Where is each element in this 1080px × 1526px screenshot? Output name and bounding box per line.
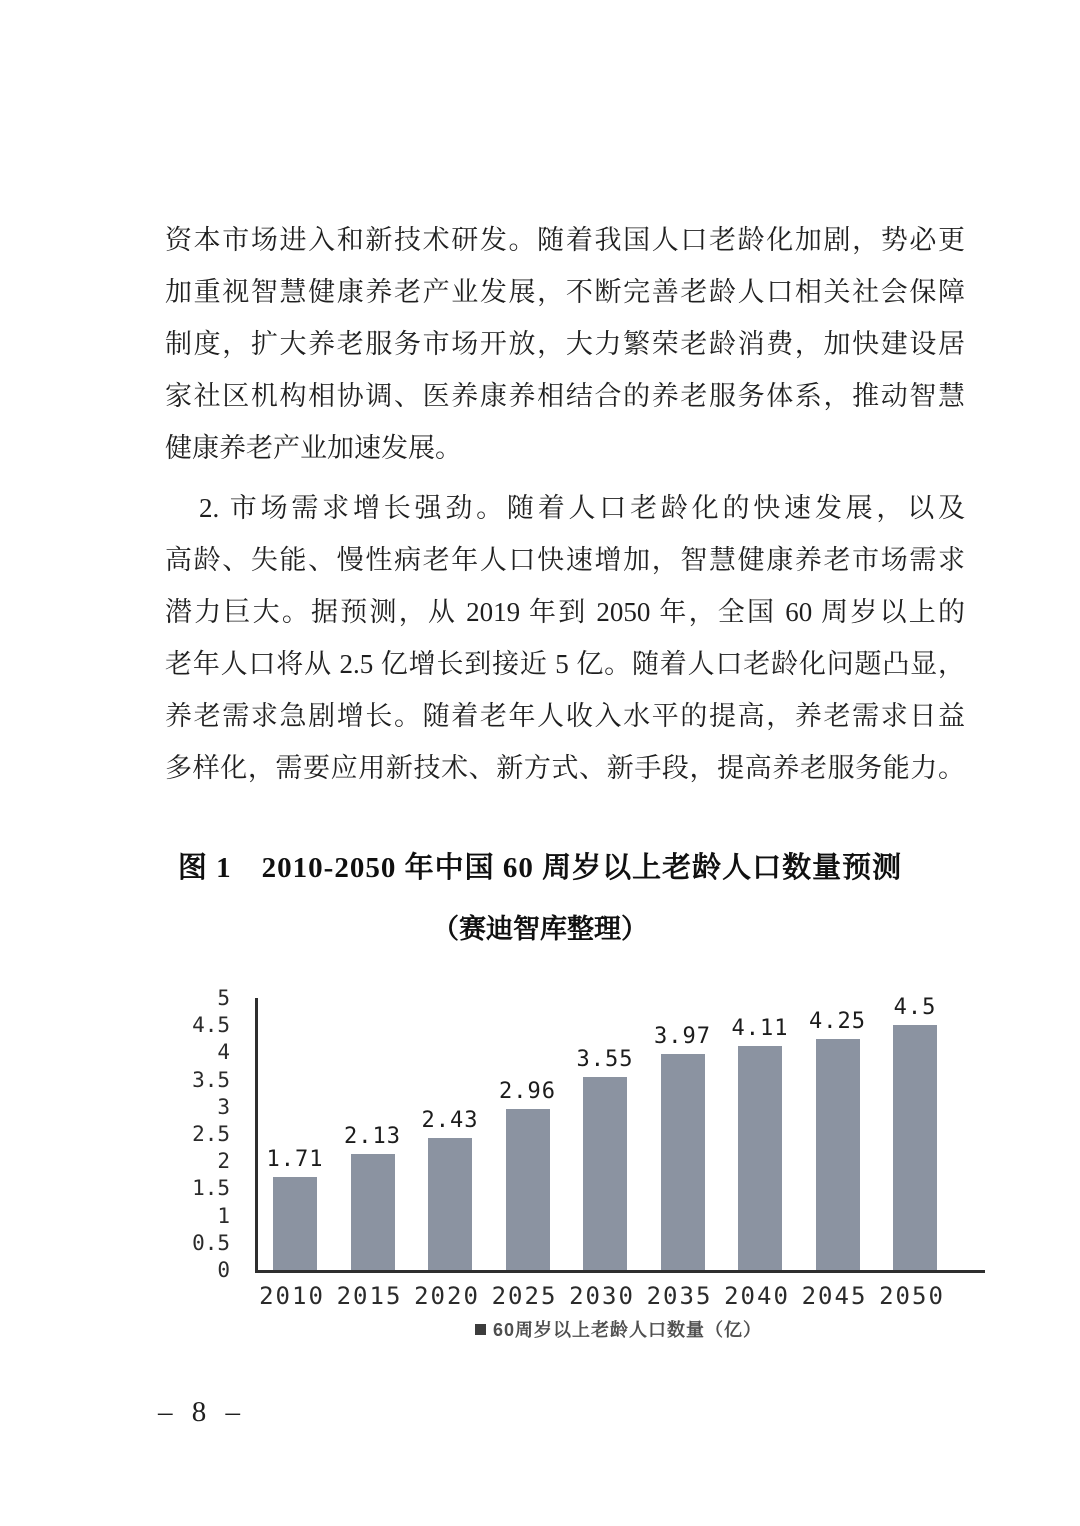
page-number: – 8 – <box>158 1396 246 1428</box>
body-text-line: 资本市场进入和新技术研发。随着我国人口老龄化加剧，势必更 <box>165 225 965 255</box>
bar-value-label: 2.43 <box>421 1107 479 1133</box>
bar <box>583 1077 627 1270</box>
bar-value-label: 1.71 <box>266 1146 324 1172</box>
y-axis-labels <box>170 986 238 1282</box>
body-text-line: 潜力巨大。据预测，从 2019 年到 2050 年，全国 60 周岁以上的 <box>165 597 965 627</box>
x-axis-tick-label: 2010 <box>259 1282 325 1310</box>
y-axis-tick-label: 4 <box>217 1040 230 1065</box>
legend-square-icon <box>475 1324 486 1335</box>
y-axis-tick-label: 3.5 <box>192 1067 230 1092</box>
x-axis-tick-label: 2030 <box>569 1282 635 1310</box>
bar <box>816 1039 860 1270</box>
body-text-line: 家社区机构相协调、医养康养相结合的养老服务体系，推动智慧 <box>165 381 965 411</box>
bar-value-label: 3.97 <box>654 1024 711 1050</box>
x-axis-tick-label: 2025 <box>491 1282 558 1310</box>
body-text-line: 老年人口将从 2.5 亿增长到接近 5 亿。随着人口老龄化问题凸显， <box>165 649 965 679</box>
chart-plot-area <box>255 995 985 1273</box>
y-axis-tick-label: 3 <box>217 1094 230 1119</box>
figure-caption-source: （赛迪智库整理） <box>432 914 648 944</box>
y-axis-tick-label: 2.5 <box>192 1122 230 1146</box>
legend-label: 60周岁以上老龄人口数量（亿） <box>492 1320 763 1340</box>
bar <box>893 1025 937 1270</box>
body-text-line: 加重视智慧健康养老产业发展，不断完善老龄人口相关社会保障 <box>165 277 965 307</box>
bar-value-label: 2.96 <box>499 1078 556 1104</box>
bar <box>273 1177 317 1270</box>
paragraph <box>165 482 965 794</box>
bar <box>738 1046 782 1270</box>
x-axis-tick-label: 2035 <box>646 1282 713 1310</box>
figure-caption <box>115 850 965 946</box>
y-axis-tick-label: 4.5 <box>192 1013 230 1038</box>
bar-value-label: 4.11 <box>731 1016 789 1042</box>
bar <box>351 1154 395 1270</box>
body-text-line: 高龄、失能、慢性病老年人口快速增加，智慧健康养老市场需求 <box>165 545 965 575</box>
bar-value-label: 2.13 <box>344 1124 401 1150</box>
y-axis-tick-label: 0 <box>217 1258 230 1282</box>
x-axis-labels <box>255 1282 982 1312</box>
figure-caption-title: 图 1 2010-2050 年中国 60 周岁以上老龄人口数量预测 <box>177 852 903 884</box>
bar <box>661 1054 705 1270</box>
bar <box>428 1138 472 1270</box>
bar <box>506 1109 550 1270</box>
y-axis-tick-label: 2 <box>217 1149 230 1174</box>
bar-value-label: 4.5 <box>893 995 937 1021</box>
y-axis-tick-label: 1 <box>217 1203 230 1228</box>
paragraph <box>165 214 965 474</box>
y-axis-tick-label: 5 <box>217 986 230 1010</box>
chart-legend <box>255 1316 982 1342</box>
y-axis-tick-label: 0.5 <box>192 1230 230 1255</box>
body-text-line: 制度，扩大养老服务市场开放，大力繁荣老龄消费，加快建设居 <box>165 329 965 359</box>
x-axis-tick-label: 2045 <box>801 1282 868 1310</box>
x-axis-tick-label: 2020 <box>414 1282 480 1310</box>
bar-value-label: 4.25 <box>809 1008 866 1034</box>
body-text-line: 2. 市场需求增长强劲。随着人口老龄化的快速发展，以及 <box>199 493 965 523</box>
y-axis-tick-label: 1.5 <box>192 1176 230 1201</box>
bar-value-label: 3.55 <box>576 1046 634 1072</box>
x-axis-tick-label: 2015 <box>336 1282 403 1310</box>
x-axis-tick-label: 2050 <box>879 1282 945 1310</box>
body-text-line: 健康养老产业加速发展。 <box>165 433 462 463</box>
body-text <box>165 214 965 794</box>
body-text-line: 养老需求急剧增长。随着老年人收入水平的提高，养老需求日益 <box>165 701 965 731</box>
x-axis-tick-label: 2040 <box>724 1282 790 1310</box>
body-text-line: 多样化，需要应用新技术、新方式、新手段，提高养老服务能力。 <box>165 753 965 783</box>
